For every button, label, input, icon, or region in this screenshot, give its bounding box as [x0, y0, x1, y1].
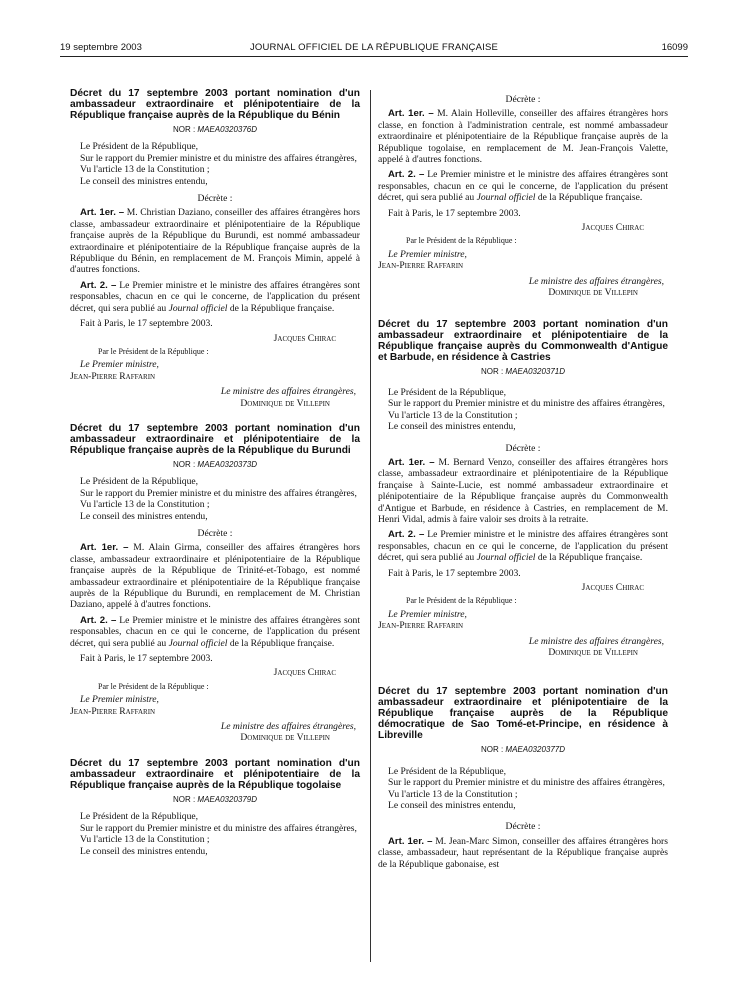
fait-a-paris: Fait à Paris, le 17 septembre 2003. — [80, 318, 213, 330]
pm-title: Le Premier ministre, — [388, 608, 467, 620]
visa-constitution: Vu l'article 13 de la Constitution ; — [388, 788, 518, 800]
minister-name: Dominique de Villepin — [548, 287, 638, 299]
left-column — [70, 88, 360, 871]
minister-title: Le ministre des affaires étrangères, — [220, 721, 356, 733]
decrete-heading: Décrète : — [505, 442, 541, 454]
visa-conseil: Le conseil des ministres entendu, — [80, 845, 208, 857]
visa-conseil: Le conseil des ministres entendu, — [388, 421, 516, 433]
article-1: Art. 1er. – M. Alain Holleville, conseiller des affaires étrangères hors classe, en fonction à l'administration centrale, est nommé ambassadeur extraordinaire et plénipotentiaire de la République française auprès de la République togolaise, en remplacement de M. Jean-François Valette, appelé à d'autres fonctions. — [378, 108, 668, 166]
par-le-president: Par le Président de la République : — [98, 681, 209, 691]
par-le-president: Par le Président de la République : — [406, 236, 517, 246]
visa-rapport: Sur le rapport du Premier ministre et du ministre des affaires étrangères, — [388, 777, 665, 789]
signature-president: Jacques Chirac — [273, 332, 336, 344]
decrete-heading: Décrète : — [197, 193, 233, 205]
visa-constitution: Vu l'article 13 de la Constitution ; — [388, 409, 518, 421]
article-2: Art. 2. – Le Premier ministre et le ministre des affaires étrangères sont responsables, chacun en ce qui le concerne, de l'application du présent décret, qui sera publié au Journal officiel de la République française. — [70, 614, 360, 649]
pm-title: Le Premier ministre, — [80, 359, 159, 371]
nor-reference: NOR : MAEA0320379D — [172, 794, 258, 804]
par-le-president: Par le Président de la République : — [406, 596, 517, 606]
decree-title: Décret du 17 septembre 2003 portant nomination d'un ambassadeur extraordinaire et plénipotentiaire de la République française auprès du Commonwealth d'Antigue et Barbude, en résidence à Castries — [378, 318, 668, 363]
header-page-number: 16099 — [661, 42, 688, 53]
nor-reference: NOR : MAEA0320371D — [480, 366, 566, 376]
nor-reference: NOR : MAEA0320376D — [172, 125, 258, 134]
minister-title: Le ministre des affaires étrangères, — [528, 635, 664, 647]
pm-title: Le Premier ministre, — [80, 694, 159, 706]
minister-name: Dominique de Villepin — [548, 647, 638, 659]
visa-conseil: Le conseil des ministres entendu, — [80, 175, 208, 187]
header-journal-title: JOURNAL OFFICIEL DE LA RÉPUBLIQUE FRANÇAISE — [249, 42, 499, 53]
article-1: Art. 1er. – M. Jean-Marc Simon, conseiller des affaires étrangères hors classe, ambassadeur, haut représentant de la République française auprès de la République gabonaise, est — [378, 835, 668, 870]
nor-reference: NOR : MAEA0320373D — [172, 459, 258, 469]
visa-president: Le Président de la République, — [388, 765, 507, 777]
signature-president: Jacques Chirac — [273, 667, 336, 679]
minister-name: Dominique de Villepin — [240, 732, 330, 744]
visa-rapport: Sur le rapport du Premier ministre et du ministre des affaires étrangères, — [80, 822, 357, 834]
visa-constitution: Vu l'article 13 de la Constitution ; — [80, 164, 210, 176]
visa-rapport: Sur le rapport du Premier ministre et du ministre des affaires étrangères, — [388, 398, 665, 410]
article-1: Art. 1er. – M. Bernard Venzo, conseiller des affaires étrangères hors classe, ambassadeur extraordinaire et plénipotentiaire de la République française à Sainte-Lucie, est nommé ambassadeur extraordinaire et plénipotentiaire de la République française auprès du Commonwealth d'Antigue et Barbude, en résidence à Castries, en remplacement de M. Henri Vidal, admis à faire valoir ses droits à la retraite. — [378, 456, 668, 525]
pm-name: Jean-Pierre Raffarin — [70, 705, 156, 717]
decree-togo-continued — [378, 94, 668, 299]
pm-name: Jean-Pierre Raffarin — [70, 370, 156, 382]
decrete-heading: Décrète : — [505, 94, 541, 105]
fait-a-paris: Fait à Paris, le 17 septembre 2003. — [388, 207, 521, 219]
header-date: 19 septembre 2003 — [60, 42, 142, 53]
article-2: Art. 2. – Le Premier ministre et le ministre des affaires étrangères sont responsables, chacun en ce qui le concerne, de l'application du présent décret, qui sera publié au Journal officiel de la République française. — [378, 529, 668, 564]
decree-burundi — [70, 423, 360, 744]
signature-president: Jacques Chirac — [581, 222, 644, 234]
visa-president: Le Président de la République, — [80, 476, 199, 488]
decree-benin — [70, 88, 360, 409]
article-1: Art. 1er. – M. Alain Girma, conseiller des affaires étrangères hors classe, ambassadeur extraordinaire et plénipotentiaire de la République française auprès de la République de Trinité-et-Tobago, est nommé ambassadeur extraordinaire et plénipotentiaire de la République française auprès de la République du Burundi, en remplacement de M. Christian Daziano, appelé à d'autres fonctions. — [70, 542, 360, 611]
pm-name: Jean-Pierre Raffarin — [378, 620, 464, 632]
minister-title: Le ministre des affaires étrangères, — [528, 275, 664, 287]
minister-title: Le ministre des affaires étrangères, — [220, 386, 356, 398]
visa-rapport: Sur le rapport du Premier ministre et du ministre des affaires étrangères, — [80, 487, 357, 499]
visa-president: Le Président de la République, — [80, 811, 199, 823]
visa-constitution: Vu l'article 13 de la Constitution ; — [80, 499, 210, 511]
decree-title: Décret du 17 septembre 2003 portant nomination d'un ambassadeur extraordinaire et plénipotentiaire de la République française auprès de la République du Bénin — [70, 88, 360, 121]
running-header — [60, 40, 688, 57]
visa-conseil: Le conseil des ministres entendu, — [80, 510, 208, 522]
visa-president: Le Président de la République, — [388, 386, 507, 398]
decree-antigue-barbude — [378, 319, 668, 659]
pm-name: Jean-Pierre Raffarin — [378, 260, 464, 272]
signature-president: Jacques Chirac — [581, 582, 644, 593]
visa-conseil: Le conseil des ministres entendu, — [388, 800, 516, 812]
decree-togo — [70, 758, 360, 857]
visa-rapport: Sur le rapport du Premier ministre et du ministre des affaires étrangères, — [80, 152, 357, 164]
article-2: Art. 2. – Le Premier ministre et le ministre des affaires étrangères sont responsables, chacun en ce qui le concerne, de l'application du présent décret, qui sera publié au Journal officiel de la République française. — [70, 279, 360, 314]
fait-a-paris: Fait à Paris, le 17 septembre 2003. — [80, 653, 213, 665]
decree-sao-tome — [378, 686, 668, 870]
column-separator — [370, 90, 371, 962]
pm-title: Le Premier ministre, — [388, 248, 467, 260]
decree-title: Décret du 17 septembre 2003 portant nomination d'un ambassadeur extraordinaire et plénipotentiaire de la République française auprès de la République du Burundi — [70, 422, 360, 456]
right-column — [378, 94, 668, 884]
visa-constitution: Vu l'article 13 de la Constitution ; — [80, 834, 210, 846]
minister-name: Dominique de Villepin — [240, 397, 330, 409]
article-2: Art. 2. – Le Premier ministre et le ministre des affaires étrangères sont responsables, chacun en ce qui le concerne, de l'application du présent décret, qui sera publié au Journal officiel de la République française. — [378, 169, 668, 204]
decree-title: Décret du 17 septembre 2003 portant nomination d'un ambassadeur extraordinaire et plénipotentiaire de la République française auprès de la République démocratique de Sao Tomé-et-Principe, en résidence à Libreville — [378, 686, 668, 742]
decrete-heading: Décrète : — [197, 527, 233, 539]
visa-president: Le Président de la République, — [80, 141, 199, 153]
nor-reference: NOR : MAEA0320377D — [480, 745, 566, 755]
par-le-president: Par le Président de la République : — [98, 346, 209, 356]
decrete-heading: Décrète : — [505, 821, 541, 833]
decree-title: Décret du 17 septembre 2003 portant nomination d'un ambassadeur extraordinaire et plénipotentiaire de la République française auprès de la République togolaise — [70, 757, 360, 791]
fait-a-paris: Fait à Paris, le 17 septembre 2003. — [388, 567, 521, 579]
article-1: Art. 1er. – M. Christian Daziano, conseiller des affaires étrangères hors classe, ambassadeur extraordinaire et plénipotentiaire de la République française auprès de la République du Burundi, est nommé ambassadeur extraordinaire et plénipotentiaire de la République française auprès de la République du Bénin, en remplacement de M. François Mimin, appelé à d'autres fonctions. — [70, 207, 360, 276]
